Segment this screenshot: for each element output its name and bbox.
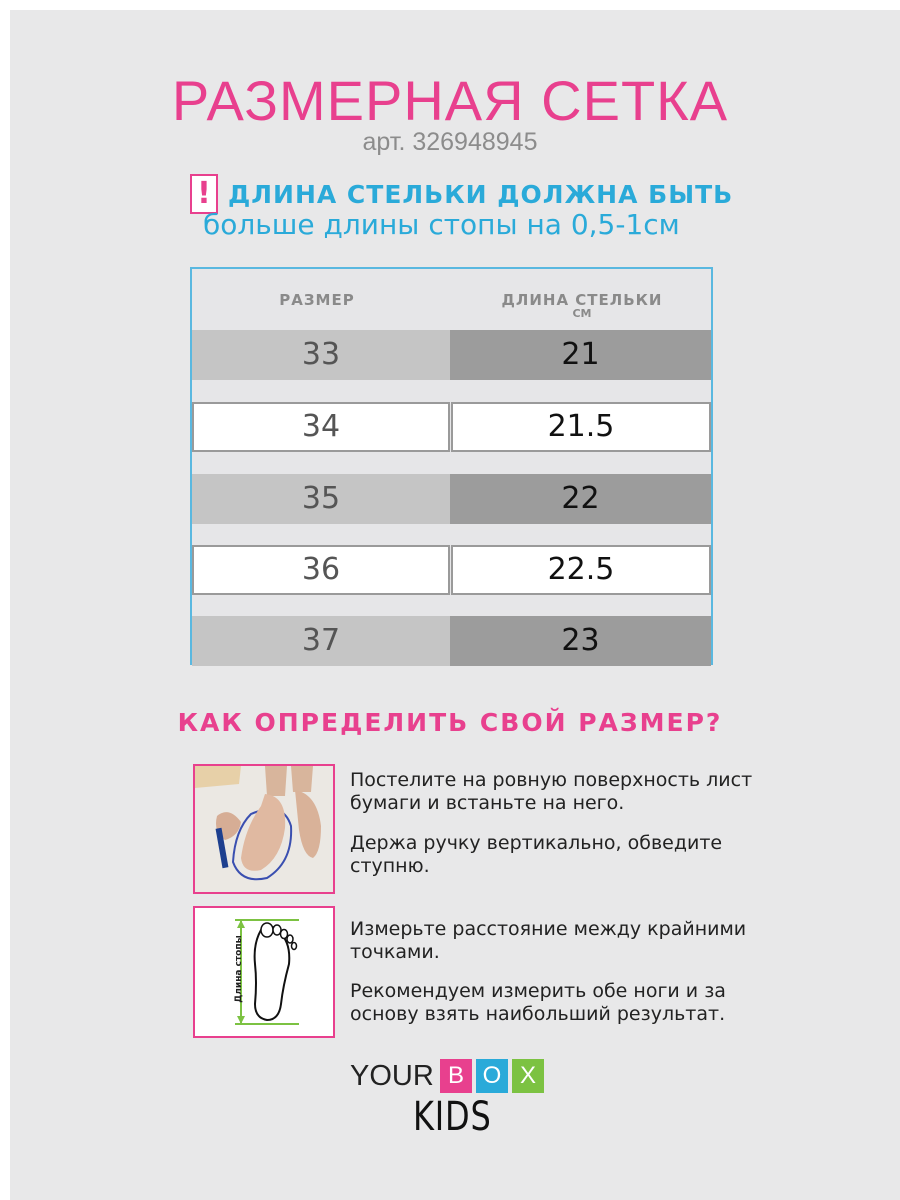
instruction-step-1a: Постелите на ровную поверхность лист бумаги и встаньте на него. bbox=[350, 769, 753, 814]
length-cell: 21 bbox=[450, 330, 711, 380]
table-row bbox=[192, 402, 711, 452]
logo-letter-b: B bbox=[440, 1059, 472, 1093]
exclamation-icon: ! bbox=[190, 174, 218, 214]
foot-length-diagram bbox=[193, 906, 335, 1038]
warning-line-1: ДЛИНА СТЕЛЬКИ ДОЛЖНА БЫТЬ bbox=[228, 180, 734, 209]
logo-letter-o: O bbox=[476, 1059, 508, 1093]
tracing-foot-photo bbox=[193, 764, 335, 894]
header-size: РАЗМЕР bbox=[279, 291, 355, 309]
foot-outline-icon bbox=[195, 908, 333, 1036]
header-unit: СМ bbox=[572, 307, 592, 320]
article-number: арт. 326948945 bbox=[362, 128, 538, 156]
tracing-foot-illustration bbox=[195, 766, 333, 892]
table-row bbox=[192, 330, 711, 380]
size-table bbox=[190, 267, 713, 665]
logo-letter-x: X bbox=[512, 1059, 544, 1093]
page-title: РАЗМЕРНАЯ СЕТКА bbox=[171, 69, 729, 132]
table-row bbox=[192, 545, 711, 595]
logo-kids: KIDS bbox=[413, 1094, 492, 1140]
warning-line-2: больше длины стопы на 0,5-1см bbox=[203, 208, 680, 241]
instruction-step-2b: Рекомендуем измерить обе ноги и за основу взять наибольший результат. bbox=[350, 980, 726, 1025]
table-row bbox=[192, 474, 711, 524]
size-cell: 35 bbox=[192, 474, 450, 524]
logo-your: YOUR bbox=[350, 1060, 434, 1092]
size-cell: 34 bbox=[192, 402, 450, 452]
size-cell: 36 bbox=[192, 545, 450, 595]
header-insole-length: ДЛИНА СТЕЛЬКИ bbox=[501, 291, 663, 309]
length-cell: 22 bbox=[450, 474, 711, 524]
length-cell: 22.5 bbox=[451, 545, 711, 595]
how-to-title: КАК ОПРЕДЕЛИТЬ СВОЙ РАЗМЕР? bbox=[177, 708, 723, 737]
instruction-step-1b: Держа ручку вертикально, обведите ступню. bbox=[350, 832, 723, 877]
length-cell: 21.5 bbox=[451, 402, 711, 452]
foot-length-label: Длина стопы bbox=[234, 935, 244, 1003]
table-row bbox=[192, 616, 711, 666]
length-cell: 23 bbox=[450, 616, 711, 666]
instruction-step-2a: Измерьте расстояние между крайними точками. bbox=[350, 918, 747, 963]
size-cell: 33 bbox=[192, 330, 450, 380]
size-cell: 37 bbox=[192, 616, 450, 666]
